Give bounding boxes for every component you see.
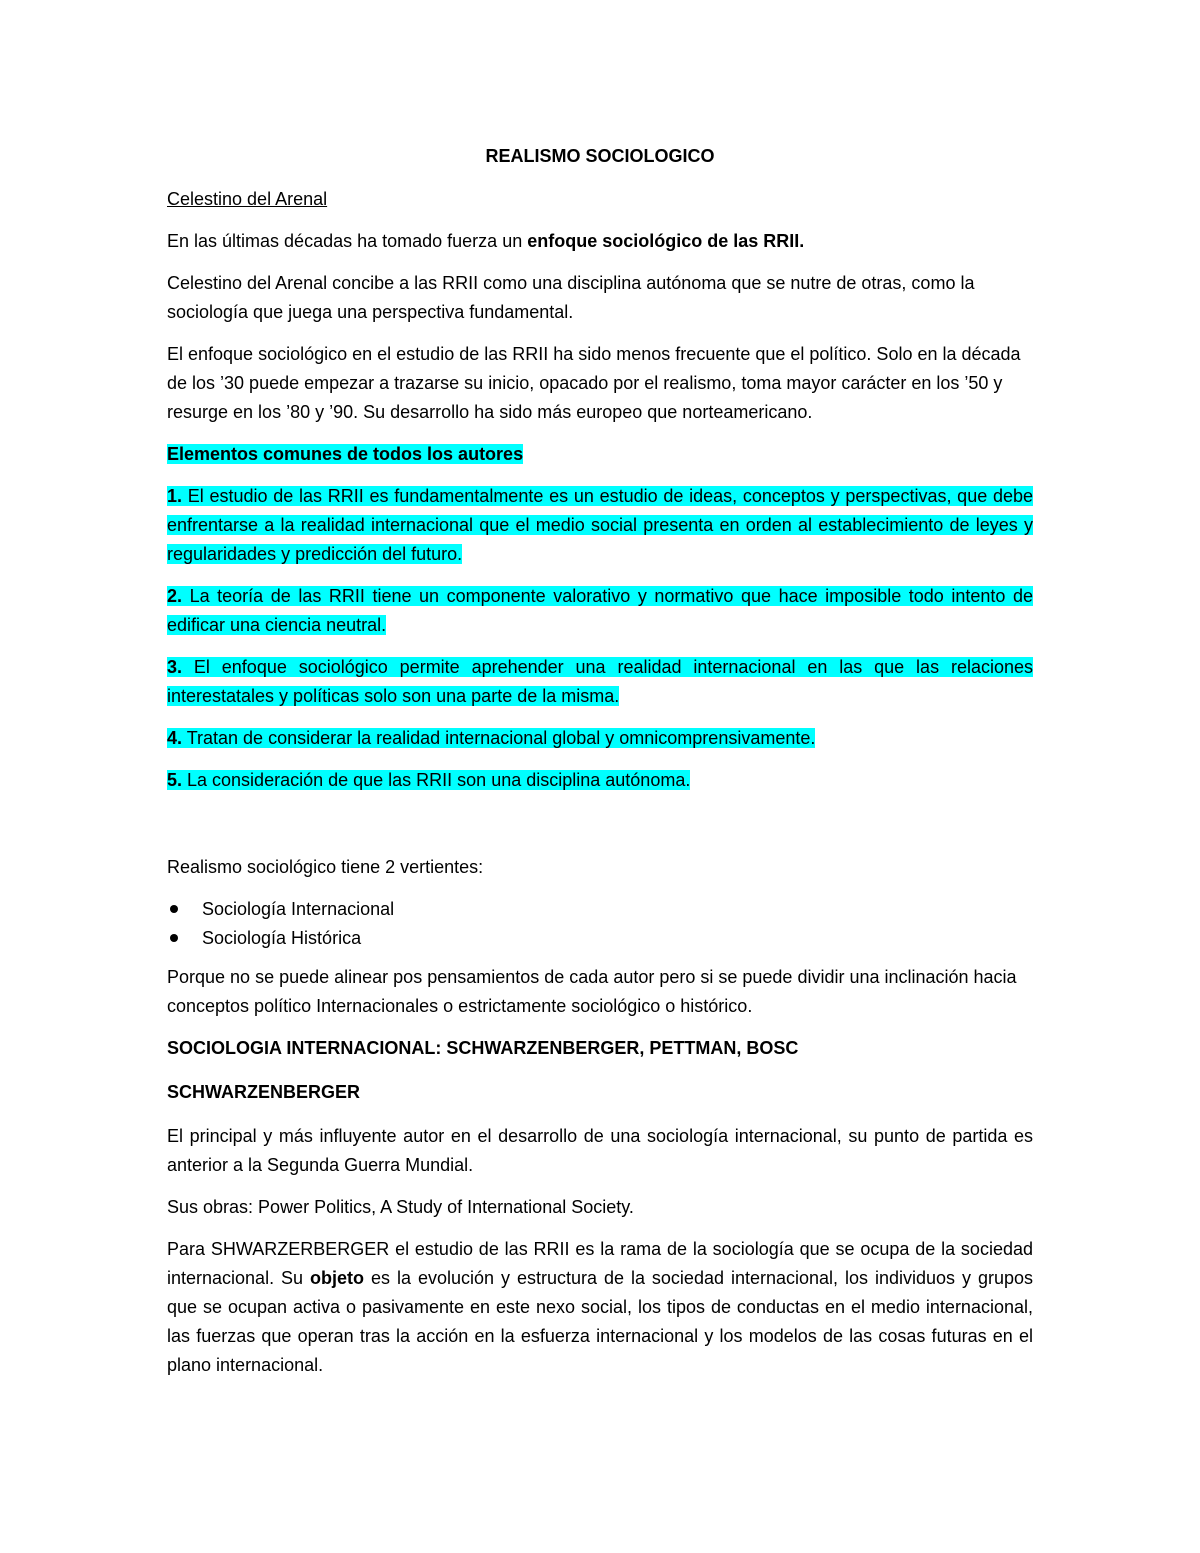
common-item-number: 3.	[167, 657, 183, 677]
intro-end-text: .	[799, 231, 805, 251]
list-item	[167, 924, 1033, 953]
common-item-text: El estudio de las RRII es fundamentalmente es un estudio de ideas, conceptos y perspectivas, que debe enfrentarse a la realidad internacional que el medio social presenta en orden al establecimiento de leyes y regularidades y predicción del futuro.	[167, 486, 1033, 564]
intro-text: En las últimas décadas ha tomado fuerza un	[167, 231, 528, 251]
common-item-number: 5.	[167, 770, 183, 790]
common-item-3-highlight	[167, 657, 1033, 706]
list-item-label: Sociología Internacional	[202, 899, 395, 919]
common-item-1	[167, 482, 1033, 569]
common-item-4-highlight	[167, 728, 815, 748]
paragraph-enfoque: El enfoque sociológico en el estudio de las RRII ha sido menos frecuente que el político. Solo en la década de los ’30 puede empezar a trazarse su inicio, opacado por el realismo, toma mayor carácter en los ’50 y resurge en los ’80 y ’90. Su desarrollo ha sido más europeo que norteamericano.	[167, 344, 1021, 422]
author-name: Celestino del Arenal	[167, 189, 328, 209]
common-item-5-highlight	[167, 770, 690, 790]
objeto-bold-text: objeto	[310, 1268, 365, 1288]
common-item-number: 2.	[167, 586, 183, 606]
vertientes-intro: Realismo sociológico tiene 2 vertientes:	[167, 857, 484, 877]
section-heading: SOCIOLOGIA INTERNACIONAL: SCHWARZENBERGER, PETTMAN, BOSC	[167, 1038, 799, 1058]
subheading-schwarzenberger: SCHWARZENBERGER	[167, 1082, 361, 1102]
document-body	[167, 142, 1033, 1393]
paragraph-obras: Sus obras: Power Politics, A Study of International Society.	[167, 1197, 634, 1217]
common-item-text: La teoría de las RRII tiene un componente valorativo y normativo que hace imposible todo intento de edificar una ciencia neutral.	[167, 586, 1033, 635]
bullet-icon	[170, 934, 178, 942]
common-elements-heading	[167, 440, 1033, 469]
paragraph-disciplina: Celestino del Arenal concibe a las RRII como una disciplina autónoma que se nutre de otras, como la sociología que juega una perspectiva fundamental.	[167, 273, 975, 322]
vertientes-list	[167, 895, 1033, 953]
common-item-2	[167, 582, 1033, 640]
objeto-text-post: es la evolución y estructura de la sociedad internacional, los individuos y grupos que se ocupan activa o pasivamente en este nexo social, los tipos de conductas en el medio internacional, las fuerzas que operan tras la acción en la esfuerza internacional y los modelos de las cosas futuras en el plano internacional.	[167, 1268, 1033, 1375]
document-title: REALISMO SOCIOLOGICO	[485, 146, 715, 166]
common-item-text: Tratan de considerar la realidad internacional global y omnicomprensivamente.	[182, 728, 816, 748]
common-item-2-highlight	[167, 586, 1033, 635]
list-item	[167, 895, 1033, 924]
paragraph-objeto	[167, 1235, 1033, 1380]
blank-space	[167, 808, 1033, 853]
common-item-1-highlight	[167, 486, 1033, 564]
common-item-number: 1.	[167, 486, 183, 506]
list-item-label: Sociología Histórica	[202, 928, 362, 948]
common-elements-heading-text: Elementos comunes de todos los autores	[167, 444, 524, 464]
bullet-icon	[170, 905, 178, 913]
paragraph-principal: El principal y más influyente autor en el desarrollo de una sociología internacional, su punto de partida es anterior a la Segunda Guerra Mundial.	[167, 1126, 1033, 1175]
intro-paragraph	[167, 227, 1033, 256]
common-item-4	[167, 724, 1033, 753]
common-item-3	[167, 653, 1033, 711]
objeto-text-pre: Para SHWARZERBERGER el estudio de las RRII es la rama de la sociología que se ocupa de la sociedad internacional. Su	[167, 1239, 1033, 1288]
intro-bold-text: enfoque sociológico de las RRII	[527, 231, 800, 251]
common-item-text: El enfoque sociológico permite aprehender una realidad internacional en las que las relaciones interestatales y políticas solo son una parte de la misma.	[167, 657, 1033, 706]
common-item-5	[167, 766, 1033, 795]
paragraph-porque: Porque no se puede alinear pos pensamientos de cada autor pero si se puede dividir una inclinación hacia conceptos político Internacionales o estrictamente sociológico o histórico.	[167, 967, 1017, 1016]
common-item-number: 4.	[167, 728, 183, 748]
common-item-text: La consideración de que las RRII son una disciplina autónoma.	[182, 770, 691, 790]
